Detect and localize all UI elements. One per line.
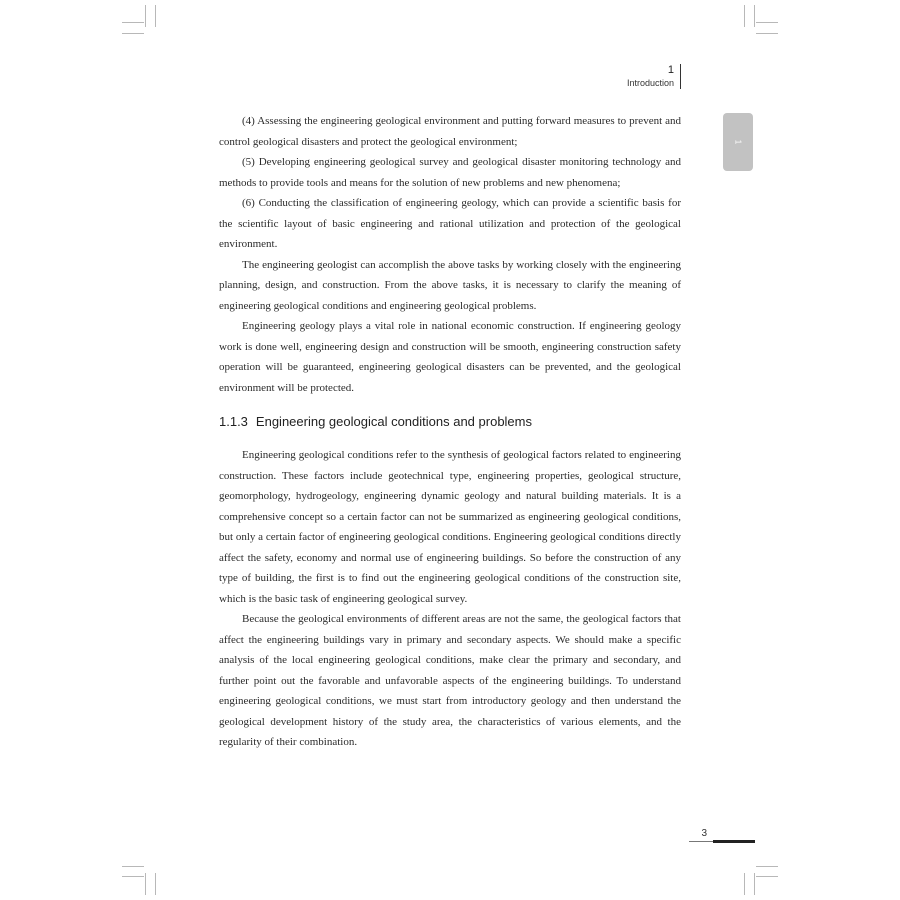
chapter-title: Introduction [626,77,674,88]
paragraph: (5) Developing engineering geological survey and geological disaster monitoring technology and methods to provide tools and means for the solution of new problems and new phenomena; [219,156,681,189]
crop-mark [122,22,144,23]
page-body [219,111,681,753]
paragraph: Because the geological environments of different areas are not the same, the geological factors that affect the engineering buildings vary in primary and secondary aspects. We should make a specific analysis of the local engineering geological conditions, make clear the primary and secondary, and further point out the favorable and unfavorable aspects of the engineering buildings. To understand engineering geological conditions, we must start from introductory geology and then understand the geological development history of the study area, the characteristics of various elements, and the regularity of their combination. [219,613,681,748]
chapter-number: 1 [667,64,674,76]
paragraph: Engineering geology plays a vital role in national economic construction. If engineering geology work is done well, engineering design and construction will be smooth, engineering construction safety operation will be guaranteed, engineering geological disasters can be prevented, and the geological environment will be protected. [219,320,681,394]
section-title: Engineering geological conditions and problems [255,414,532,429]
crop-mark [754,873,755,895]
crop-mark [754,5,755,27]
crop-mark [756,22,778,23]
crop-mark [145,873,146,895]
crop-mark [122,876,144,877]
paragraph: The engineering geologist can accomplish the above tasks by working closely with the engineering planning, design, and construction. From the above tasks, it is necessary to clarify the meaning of engineering geological conditions and engineering geological problems. [219,258,681,312]
footer-rule-thick [713,840,755,843]
paragraph: (6) Conducting the classification of engineering geology, which can provide a scientific basis for the scientific layout of basic engineering and rational utilization and protection of the geological environment. [219,197,681,250]
crop-mark [155,5,156,27]
chapter-thumb-tab [723,113,753,171]
crop-mark [155,873,156,895]
paragraph: Engineering geological conditions refer to the synthesis of geological factors related to engineering construction. These factors include geotechnical type, engineering properties, geological structure, geomorphology, hydrogeology, engineering dynamic geology and natural building materials. It is a comprehensive concept so a certain factor can not be summarized as engineering geological conditions, but only a certain factor of engineering geological conditions. Engineering geological conditions directly affect the safety, economy and normal use of engineering buildings. So before the construction of any type of building, the first is to find out the engineering geological conditions of the construction site, which is the basic task of engineering geological survey. [219,449,681,605]
crop-mark [756,866,778,867]
crop-mark [756,33,778,34]
page-number: 3 [701,828,707,839]
crop-mark [122,866,144,867]
crop-mark [122,33,144,34]
footer-rule-thin [689,841,713,842]
crop-mark [744,5,745,27]
section-number: 1.1.3 [219,414,248,429]
running-header [627,64,681,89]
page-footer [689,828,755,846]
crop-mark [145,5,146,27]
thumb-tab-label: 1 [733,139,743,145]
paragraph: (4) Assessing the engineering geological environment and putting forward measures to prevent and control geological disasters and protect the geological environment; [219,115,681,148]
crop-mark [744,873,745,895]
crop-mark [756,876,778,877]
section-heading [219,413,681,431]
